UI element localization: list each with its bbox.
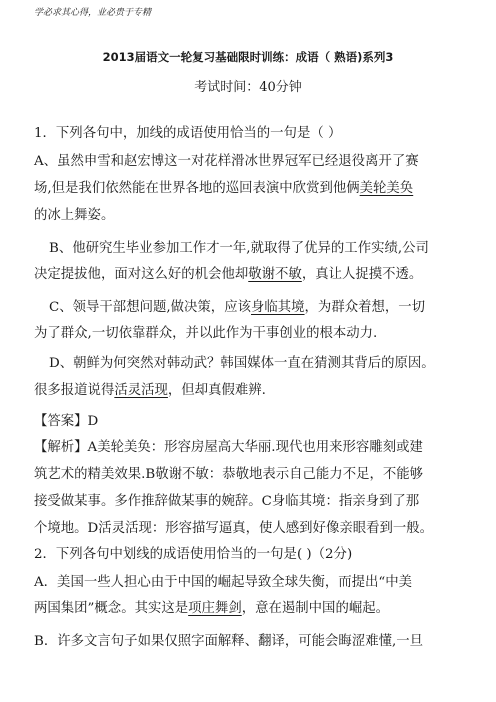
option-a-line-3: 的冰上舞姿。 xyxy=(34,208,115,223)
option-c-line-1: C、领导干部想问题,做决策，应该身临其境，为群众着想，一切 xyxy=(49,300,426,315)
question-1-stem: 1．下列各句中，加线的成语使用恰当的一句是（ ） xyxy=(34,126,342,141)
option-d-line-1: D、朝鲜为何突然对韩动武？韩国媒体一直在猜测其背后的原因。 xyxy=(49,356,435,371)
underlined-idiom: 敬谢不敏 xyxy=(248,267,302,282)
question-2-stem: 2．下列各句中划线的成语使用恰当的一句是( )（2分) xyxy=(34,547,353,562)
option-a-line-1: A、虽然申雪和赵宏博这一对花样滑冰世界冠军已经退役离开了赛 xyxy=(34,154,419,169)
underlined-idiom: 身临其境 xyxy=(250,300,305,315)
underlined-idiom: 美轮美奂 xyxy=(359,181,414,196)
answer: 【答案】D xyxy=(34,414,99,429)
underlined-idiom: 项庄舞剑 xyxy=(188,601,242,616)
underlined-idiom: 活灵活现 xyxy=(114,383,168,398)
option-a-line-1: A．美国一些人担心由于中国的崛起导致全球失衡，而提出“中美 xyxy=(34,575,413,590)
explanation-line-1: 【解析】A美轮美奂：形容房屋高大华丽.现代也用来形容雕刻或建 xyxy=(34,440,423,455)
option-b-line-1: B．许多文言句子如果仅照字面解释、翻译，可能会晦涩难懂,一旦 xyxy=(34,634,424,649)
header-motto: 学必求其心得，业必贵于专精 xyxy=(34,8,152,18)
option-a-line-2: 场,但是我们依然能在世界各地的巡回表演中欣赏到他俩美轮美奂 xyxy=(34,181,414,196)
option-d-line-2: 很多报道说得活灵活现，但却真假难辨. xyxy=(34,383,266,398)
option-b-line-2: 决定提拔他，面对这么好的机会他却敬谢不敏，真让人捉摸不透。 xyxy=(34,267,423,282)
exam-duration: 考试时间：40分钟 xyxy=(194,80,302,95)
explanation-line-3: 接受做某事。多作推辞做某事的婉辞。C身临其境：指亲身到了那 xyxy=(34,494,420,509)
explanation-line-2: 筑艺术的精美效果.B敬谢不敏：恭敬地表示自己能力不足，不能够 xyxy=(34,467,424,482)
option-b-line-1: B、他研究生毕业参加工作才一年,就取得了优异的工作实绩,公司 xyxy=(49,241,429,256)
option-c-line-2: 为了群众,一切依靠群众，并以此作为干事创业的根本动力. xyxy=(34,326,378,341)
option-a-line-2: 两国集团”概念。其实这是项庄舞剑，意在遏制中国的崛起。 xyxy=(34,601,390,616)
document-title: 2013届语文一轮复习基础限时训练：成语（ 熟语)系列3 xyxy=(102,50,394,64)
explanation-line-4: 个境地。D活灵活现：形容描写逼真，使人感到好像亲眼看到一般。 xyxy=(34,521,434,536)
